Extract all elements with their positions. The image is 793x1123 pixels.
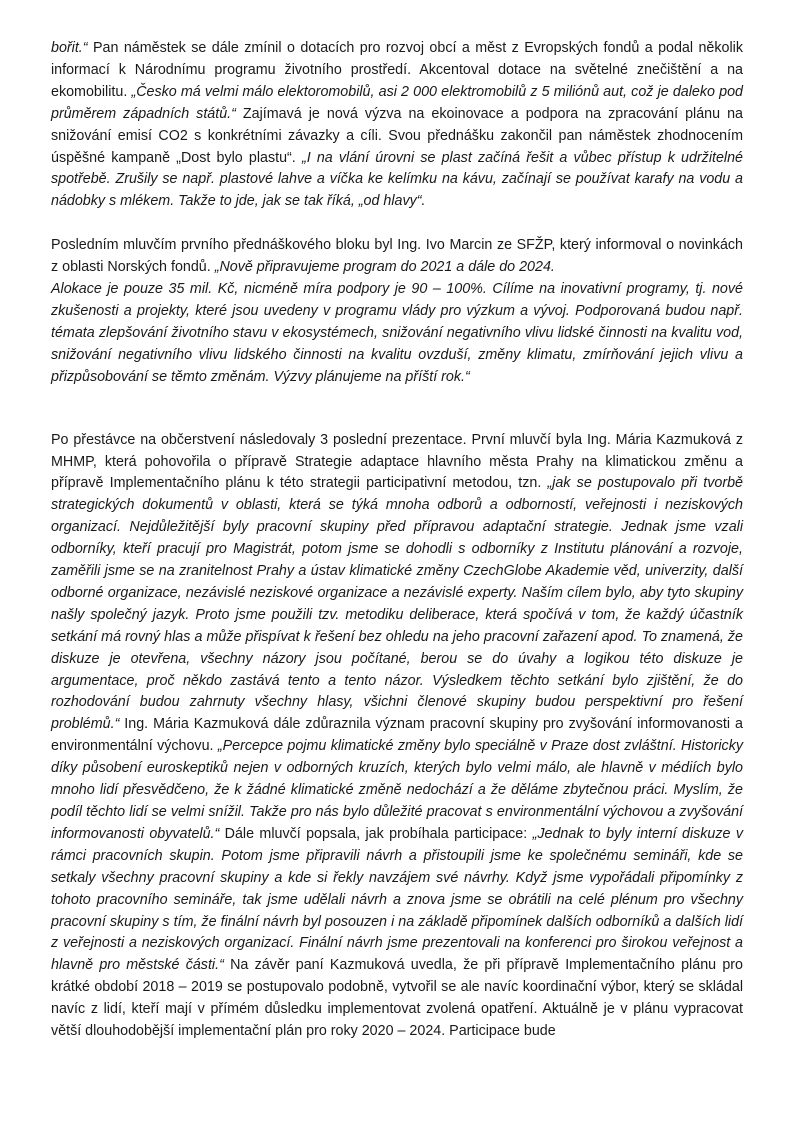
quote-span: „Nově připravujeme program do 2021 a dále do 2024. [214, 259, 555, 276]
text-span: Posledním mluvčím prvního přednáškového bloku byl Ing. Ivo Marcin ze SFŽP, který informoval o novinkách z oblasti Norských fondů. [51, 237, 743, 276]
quote-span: „I na vlání úrovni se plast začíná řešit a vůbec přístup k udržitelné spotřebě. Zrušily se např. plastové lahve a víčka ke kelímku na kávu, začínají se používat karafy na vodu a nádobky s mlékem. Takže to jde, jak se tak říká, „od hlavy“. [51, 149, 743, 210]
paragraph-spacer [51, 213, 743, 235]
quote-span: „Percepce pojmu klimatické změny bylo speciálně v Praze dost zvláštní. Historicky díky působení euroskeptiků nejen v odborných kruzích, kterých bylo velmi málo, ale hlavně v médiích bylo mnoho lidí přesvědčeno, že k žádné klimatické změně nedochází a že děláme zbytečnou práci. Myslím, že podíl těchto lidí se velmi snížil. Takže pro nás bylo důležité pracovat s environmentální výchovou a zvyšování informovanosti obyvatelů.“ [51, 738, 743, 842]
quote-span: „Jednak to byly interní diskuze v rámci pracovních skupin. Potom jsme připravili návrh a přistoupili jsme ke společnému semináři, kde se setkaly všechny pracovní skupiny a kde si řekly navzájem své návrhy. Když jsme vypořádali připomínky z tohoto pracovního semináře, tak jsme udělali návrh a znova jsme se obrátili na celé plénum pro všechny pracovní skupiny s tím, že finální návrh byl posouzen i na základě připomínek dalších odborníků a dalších lidí z veřejnosti a neziskových organizací. Finální návrh jsme prezentovali na konferenci pro širokou veřejnost a hlavně pro městské části.“ [51, 825, 743, 974]
text-span: bořit.“ [51, 40, 88, 56]
text-span: Na závěr paní Kazmuková uvedla, že při přípravě Implementačního plánu pro krátké období 2018 – 2019 se postupovalo podobně, vytvořil se ale navíc koordinační výbor, který se skládal navíc z lidí, kteří mají v přímém důsledku implementovat zvolená opatření. Aktuálně je v plánu vypracovat větší dlouhodobější implementační plán pro roky 2020 – 2024. Participace bude [51, 957, 743, 1040]
paragraph-norway-funds [51, 235, 743, 279]
quote-span: „jak se postupovalo při tvorbě strategických dokumentů v oblasti, která se týká mnoha odborů a odborností, veřejnosti i neziskových organizací. Nejdůležitější byly pracovní skupiny před přípravou adaptační strategie. Jednak jsme vzali odborníky, kteří pracují pro Magistrát, potom jsme se dohodli s odborníky z Institutu plánování a rozvoje, zaměřili jsme se na zranitelnost Prahy a ústav klimatické změny CzechGlobe Akademie věd, univerzity, další odborné organizace, nezávislé neziskové organizace a nezávislé experty. Naším cílem bylo, aby tyto skupiny našly společný jazyk. Proto jsme použili tzv. metodiku deliberace, která spočívá v tom, že každý účastník setkání má rovný hlas a může přispívat k řešení bez ohledu na jeho pracovní zařazení apod. To znamená, že diskuze je otevřena, všechny názory jsou počítané, berou se do úvahy a logikou této diskuze je argumentace, proč někdo zastává tento a tento názor. Výsledkem těchto setkání bylo zjištění, že do rozhodování budou zahrnuty všechny hlasy, všichni členové skupiny budou perspektivní pro řešení problémů.“ [51, 475, 743, 733]
text-span: Pan náměstek se dále zmínil o dotacích pro rozvoj obcí a měst z Evropských fondů a podal několik informací k Národnímu programu životního prostředí. Akcentoval dotace na světelné znečištění a na ekomobilitu. [51, 40, 743, 100]
text-span: Ing. Mária Kazmuková dále zdůraznila význam pracovní skupiny pro zvyšování informovanosti a environmentální výchovu. [51, 716, 743, 755]
quote-span: Alokace je pouze 35 mil. Kč, nicméně míra podpory je 90 – 100%. Cílíme na inovativní programy, tj. nové zkušenosti a projekty, které jsou uvedeny v programu vlády pro výzkum a vývoj. Podporovaná budou např. témata zlepšování životního stavu v ekosystémech, snižování negativního vlivu lidské činnosti na kvalitu vod, snižování negativního vlivu lidského činnosti na kvalitu ovzduší, změny klimatu, zmírňování jejich vlivu a přizpůsobování se těmto změnám. Výzvy plánujeme na příští rok.“ [51, 281, 743, 385]
paragraph-funds [51, 38, 743, 213]
text-span: Zajímavá je nová výzva na ekoinovace a podpora na zpracování plánu na snižování emisí CO2 s konkrétními závazky a cíli. Svou přednášku zakončil pan náměstek zhodnocením úspěšné kampaně „Dost bylo plastu“. [51, 105, 744, 166]
text-span: Po přestávce na občerstvení následovaly 3 poslední prezentace. První mluvčí byla Ing. Mária Kazmuková z MHMP, která pohovořila o přípravě Strategie adaptace hlavního města Prahy na klimatickou změnu a přípravě Implementačního plánu k této strategii participativní metodou, tzn. [51, 431, 743, 492]
text-span: Dále mluvčí popsala, jak probíhala participace: [219, 825, 533, 842]
paragraph-spacer [51, 389, 743, 430]
document-page [51, 38, 743, 1043]
paragraph-kazmukova [51, 430, 743, 1043]
quote-span: „Česko má velmi málo elektoromobilů, asi 2 000 elektromobilů z 5 miliónů aut, což je daleko pod průměrem západních států.“ [51, 83, 743, 122]
paragraph-allocation [51, 279, 743, 389]
